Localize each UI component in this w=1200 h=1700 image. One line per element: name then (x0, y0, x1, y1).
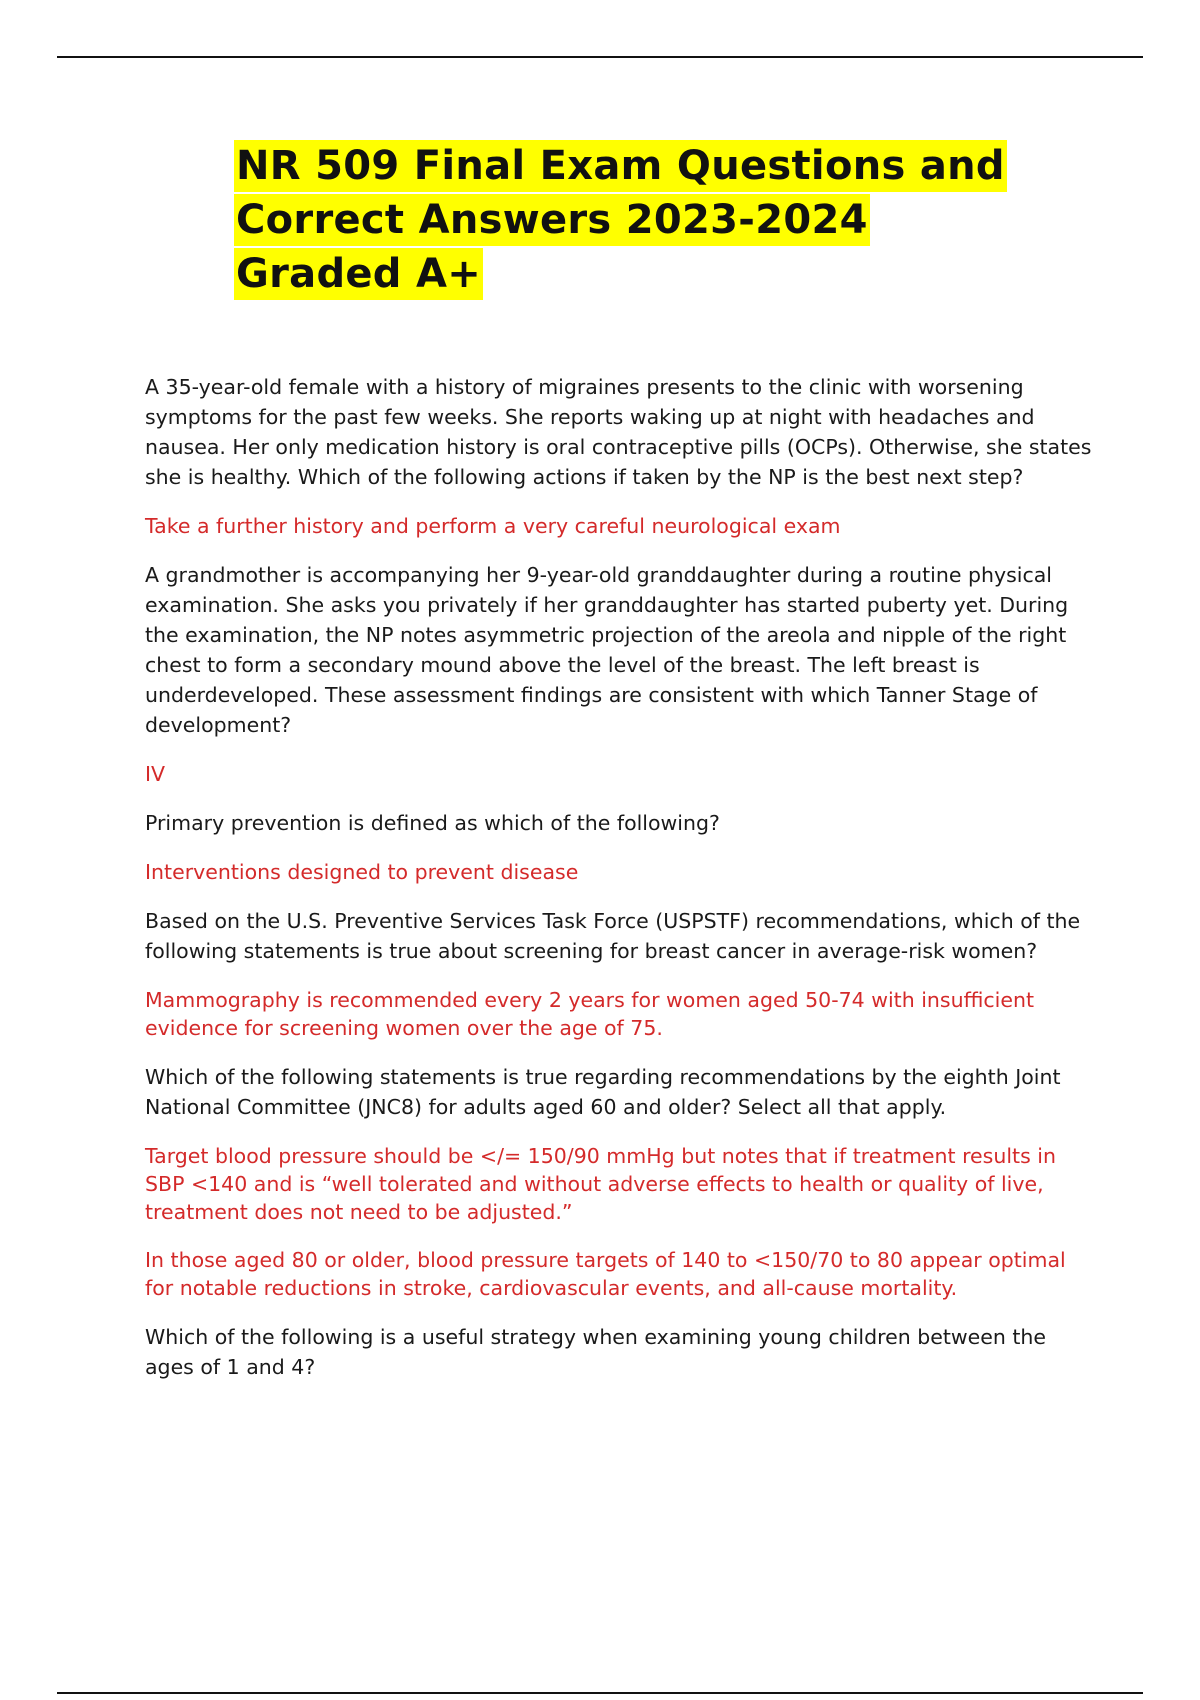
question-6: Which of the following is a useful strategy when examining young children between the ages of 1 and 4? (145, 1325, 1047, 1379)
top-divider (57, 56, 1143, 58)
answer-2: IV (145, 762, 166, 786)
answer-1: Take a further history and perform a very careful neurological exam (145, 514, 841, 538)
question-5: Which of the following statements is true regarding recommendations by the eighth Joint National Committee (JNC8) for adults aged 60 and older? Select all that apply. (145, 1065, 1061, 1119)
answer-4: Mammography is recommended every 2 years for women aged 50-74 with insufficient evidence for screening women over the age of 75. (145, 988, 1035, 1040)
title-line-1: NR 509 Final Exam Questions and (234, 140, 1007, 192)
answer-5b: In those aged 80 or older, blood pressure targets of 140 to <150/70 to 80 appear optimal for notable reductions in stroke, cardiovascular events, and all-cause mortality. (145, 1248, 1066, 1300)
bottom-divider (57, 1692, 1143, 1694)
answer-3: Interventions designed to prevent disease (145, 860, 579, 884)
title-line-3: Graded A+ (234, 248, 483, 300)
question-1: A 35-year-old female with a history of migraines presents to the clinic with worsening symptoms for the past few weeks. She reports waking up at night with headaches and nausea. Her only medication history is oral contraceptive pills (OCPs). Otherwise, she states she is healthy. Which of the following actions if taken by the NP is the best next step? (145, 375, 1092, 489)
answer-5a: Target blood pressure should be </= 150/90 mmHg but notes that if treatment results in SBP <140 and is “well tolerated and without adverse effects to health or quality of live, treatment does not need to be adjusted.” (145, 1144, 1056, 1224)
question-2: A grandmother is accompanying her 9-year-old granddaughter during a routine physical examination. She asks you privately if her granddaughter has started puberty yet. During the examination, the NP notes asymmetric projection of the areola and nipple of the right chest to form a secondary mound above the level of the breast. The left breast is underdeveloped. These assessment findings are consistent with which Tanner Stage of development? (145, 563, 1069, 737)
question-3: Primary prevention is defined as which of the following? (145, 811, 720, 835)
qa-content (145, 372, 1095, 1402)
document-title (234, 140, 1054, 302)
question-4: Based on the U.S. Preventive Services Task Force (USPSTF) recommendations, which of the following statements is true about screening for breast cancer in average-risk women? (145, 909, 1081, 963)
title-line-2: Correct Answers 2023-2024 (234, 194, 870, 246)
